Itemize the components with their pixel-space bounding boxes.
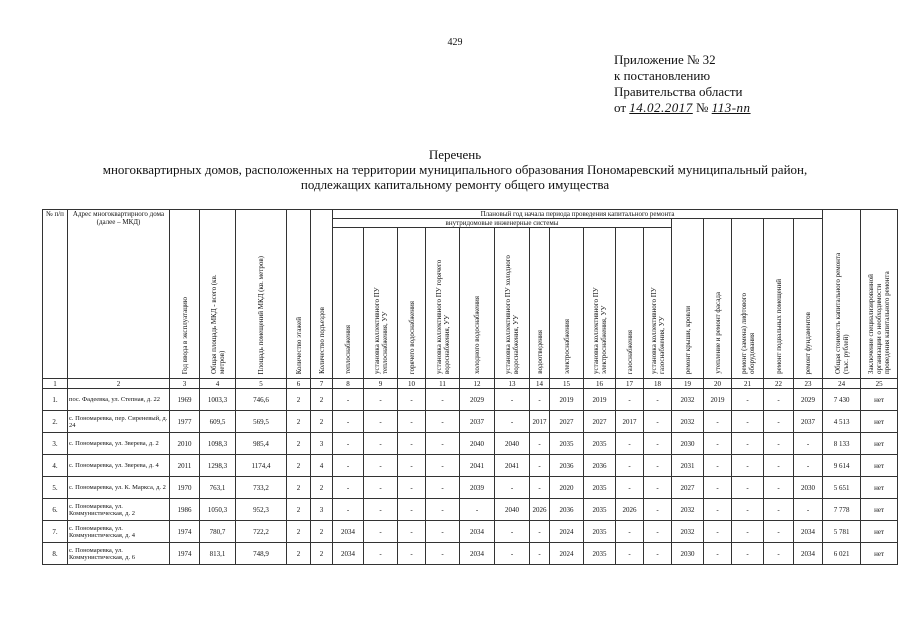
table-cell: - (333, 499, 364, 521)
table-cell: - (764, 433, 794, 455)
table-cell: - (530, 389, 550, 411)
table-cell: - (530, 521, 550, 543)
table-cell: 1970 (170, 477, 200, 499)
table-cell: 2040 (460, 433, 495, 455)
table-cell: 2036 (584, 455, 616, 477)
table-cell: 1. (43, 389, 68, 411)
table-cell: нет (861, 433, 898, 455)
table-cell: 985,4 (236, 433, 287, 455)
table-cell: 2 (311, 521, 333, 543)
address-cell: с. Пономаревка, пер. Сиреневый, д. 24 (68, 411, 170, 433)
table-cell: 2020 (550, 477, 584, 499)
table-row (43, 389, 898, 411)
table-cell: - (364, 543, 398, 565)
table-cell: - (644, 389, 672, 411)
table-cell: 1977 (170, 411, 200, 433)
table-cell: 2032 (672, 389, 704, 411)
column-number: 12 (460, 379, 495, 389)
table-cell: 3. (43, 433, 68, 455)
table-cell: 2017 (530, 411, 550, 433)
table-cell: 2026 (530, 499, 550, 521)
table-cell: 2041 (460, 455, 495, 477)
table-cell: 2032 (672, 411, 704, 433)
table-cell: 2029 (794, 389, 823, 411)
table-cell: 746,6 (236, 389, 287, 411)
table-cell: - (644, 543, 672, 565)
table-cell: 2035 (550, 433, 584, 455)
table-cell: 2 (287, 477, 311, 499)
table-cell: 2 (287, 499, 311, 521)
column-number: 25 (861, 379, 898, 389)
table-cell: - (732, 411, 764, 433)
table-cell: 8. (43, 543, 68, 565)
table-cell: 813,1 (200, 543, 236, 565)
heading-subtitle-2: подлежащих капитальному ремонту общего имущества (300, 177, 610, 192)
table-cell: 2 (287, 433, 311, 455)
table-cell: 6. (43, 499, 68, 521)
table-cell: 7 778 (823, 499, 861, 521)
table-cell: 8 133 (823, 433, 861, 455)
table-cell: 2017 (616, 411, 644, 433)
table-cell: 2036 (550, 499, 584, 521)
table-cell: - (644, 499, 672, 521)
table-cell: - (732, 433, 764, 455)
table-cell: - (704, 455, 732, 477)
address-cell: с. Пономаревка, ул. Коммунистическая, д. 4 (68, 521, 170, 543)
column-number: 6 (287, 379, 311, 389)
table-cell: 1050,3 (200, 499, 236, 521)
table-cell: - (398, 455, 426, 477)
table-cell: - (732, 499, 764, 521)
table-cell: 4. (43, 455, 68, 477)
table-cell: 2019 (550, 389, 584, 411)
column-number: 23 (794, 379, 823, 389)
header-heating-meter: установка коллективного ПУ теплоснабжения, УУ (364, 228, 398, 379)
table-cell: 2034 (460, 543, 495, 565)
table-cell: - (426, 389, 460, 411)
header-gas-meter: установка коллективного ПУ газоснабжения, УУ (644, 228, 672, 379)
table-cell: - (426, 411, 460, 433)
table-cell: 2035 (584, 543, 616, 565)
header-electricity: электроснабжения (550, 228, 584, 379)
header-roof: ремонт крыши, кровли (672, 219, 704, 379)
table-cell: 2 (287, 455, 311, 477)
table-cell: 2037 (460, 411, 495, 433)
table-cell: 1969 (170, 389, 200, 411)
header-cold-water: холодного водоснабжения (460, 228, 495, 379)
table-cell: 1986 (170, 499, 200, 521)
page-number: 429 (447, 37, 463, 48)
table-cell: 4 513 (823, 411, 861, 433)
table-cell: 2034 (794, 543, 823, 565)
table-cell: нет (861, 411, 898, 433)
table-cell: - (426, 543, 460, 565)
table-cell: - (616, 389, 644, 411)
column-number: 7 (311, 379, 333, 389)
table-body (43, 379, 898, 565)
header-year: Год ввода в эксплуатацию (170, 210, 200, 379)
table-cell: - (398, 433, 426, 455)
table-cell: 2 (311, 477, 333, 499)
table-cell: 2034 (333, 543, 364, 565)
table-cell: - (426, 433, 460, 455)
table-cell: - (398, 521, 426, 543)
address-cell: с. Пономаревка, ул. Коммунистическая, д. 6 (68, 543, 170, 565)
column-number: 17 (616, 379, 644, 389)
column-number: 11 (426, 379, 460, 389)
table-cell: 2031 (672, 455, 704, 477)
column-number-row (43, 379, 898, 389)
column-number: 22 (764, 379, 794, 389)
table-cell: 2030 (672, 433, 704, 455)
table-cell: 1298,3 (200, 455, 236, 477)
column-number: 14 (530, 379, 550, 389)
table-cell: - (764, 477, 794, 499)
table-cell: - (616, 433, 644, 455)
table-cell: - (495, 543, 530, 565)
table-cell: 2 (311, 389, 333, 411)
table-row (43, 521, 898, 543)
table-cell: 9 614 (823, 455, 861, 477)
column-number: 9 (364, 379, 398, 389)
table-cell: - (398, 477, 426, 499)
column-number: 21 (732, 379, 764, 389)
appendix-block (614, 52, 751, 116)
column-number: 20 (704, 379, 732, 389)
table-cell: 952,3 (236, 499, 287, 521)
table-cell: 733,2 (236, 477, 287, 499)
table-cell: 6 021 (823, 543, 861, 565)
table-cell: 2030 (794, 477, 823, 499)
table-cell: 2035 (584, 477, 616, 499)
table-cell: - (495, 521, 530, 543)
header-planned-year: Плановый год начала периода проведения капитального ремонта (333, 210, 823, 219)
table-cell: 5 651 (823, 477, 861, 499)
table-cell: - (704, 521, 732, 543)
column-number: 16 (584, 379, 616, 389)
table-cell: 7. (43, 521, 68, 543)
table-cell: - (364, 455, 398, 477)
table-cell: 2019 (584, 389, 616, 411)
table-cell: - (794, 455, 823, 477)
table-cell: 2034 (460, 521, 495, 543)
table-cell: 2010 (170, 433, 200, 455)
table-cell: 780,7 (200, 521, 236, 543)
appendix-title: Приложение № 32 (614, 52, 716, 67)
table-cell: - (364, 521, 398, 543)
column-number: 2 (68, 379, 170, 389)
header-hot-water: горячего водоснабжения (398, 228, 426, 379)
table-cell: 569,5 (236, 411, 287, 433)
table-cell: - (794, 433, 823, 455)
table-cell: - (530, 477, 550, 499)
heading-title: Перечень (428, 147, 482, 162)
address-cell: пос. Фадеевка, ул. Степная, д. 22 (68, 389, 170, 411)
table-cell: 2027 (672, 477, 704, 499)
resolution-date: 14.02.2017 (629, 100, 693, 115)
header-facade: утепление и ремонт фасада (704, 219, 732, 379)
appendix-date-line (614, 100, 751, 116)
table-cell: - (530, 455, 550, 477)
table-cell: 2027 (584, 411, 616, 433)
table-cell: 5. (43, 477, 68, 499)
table-cell: 3 (311, 433, 333, 455)
table-cell: 2035 (584, 521, 616, 543)
table-cell: 7 430 (823, 389, 861, 411)
table-cell: нет (861, 543, 898, 565)
table-cell: - (616, 455, 644, 477)
table-cell: - (732, 389, 764, 411)
table-cell: нет (861, 477, 898, 499)
table-row (43, 455, 898, 477)
table-cell: - (530, 433, 550, 455)
table-cell: - (644, 477, 672, 499)
table-cell: 3 (311, 499, 333, 521)
table-cell: - (426, 521, 460, 543)
table-cell: - (616, 521, 644, 543)
column-number: 8 (333, 379, 364, 389)
table-cell: - (644, 521, 672, 543)
table-row (43, 433, 898, 455)
table-cell: 2. (43, 411, 68, 433)
table-cell: - (495, 411, 530, 433)
table-cell: - (764, 521, 794, 543)
table-cell: - (426, 477, 460, 499)
table-cell: - (732, 521, 764, 543)
table-cell: 763,1 (200, 477, 236, 499)
header-total-cost: Общая стоимость капитального ремонта (тыс. рублей) (823, 210, 861, 379)
table-cell: 2037 (794, 411, 823, 433)
table-cell: 722,2 (236, 521, 287, 543)
table-cell: - (364, 389, 398, 411)
table-cell: 2011 (170, 455, 200, 477)
table-cell: - (398, 543, 426, 565)
table-cell: 2032 (672, 521, 704, 543)
table-cell: 2030 (672, 543, 704, 565)
table-cell: 2034 (333, 521, 364, 543)
table-cell: 2040 (495, 433, 530, 455)
table-cell: - (364, 499, 398, 521)
header-address: Адрес многоквартирного дома (далее – МКД) (68, 210, 170, 379)
table-cell: 1003,3 (200, 389, 236, 411)
table-cell: 2 (287, 543, 311, 565)
table-cell: - (704, 477, 732, 499)
table-row (43, 411, 898, 433)
document-heading (60, 147, 850, 192)
table-cell: - (616, 543, 644, 565)
header-drainage: водоотведения (530, 228, 550, 379)
table-cell: 2032 (672, 499, 704, 521)
address-cell: с. Пономаревка, ул. К. Маркса, д. 2 (68, 477, 170, 499)
table-cell: - (732, 455, 764, 477)
table-cell: - (364, 433, 398, 455)
table-cell: - (764, 411, 794, 433)
header-heating: теплоснабжения (333, 228, 364, 379)
table-cell: - (704, 543, 732, 565)
appendix-line-government: Правительства области (614, 84, 743, 99)
table-cell: 1974 (170, 543, 200, 565)
table-cell: - (426, 499, 460, 521)
header-internal-systems: внутридомовые инженерные системы (333, 219, 672, 228)
header-elevator: ремонт (замена) лифтового оборудования (732, 219, 764, 379)
table-cell: - (426, 455, 460, 477)
header-entrances: Количество подъездов (311, 210, 333, 379)
table-cell: - (398, 389, 426, 411)
table-cell: 2 (311, 411, 333, 433)
column-number: 24 (823, 379, 861, 389)
column-number: 13 (495, 379, 530, 389)
table-row (43, 499, 898, 521)
column-number: 3 (170, 379, 200, 389)
table-cell: - (364, 477, 398, 499)
number-label: № (696, 100, 709, 115)
table-cell: 748,9 (236, 543, 287, 565)
table-cell: 2026 (616, 499, 644, 521)
table-cell: 2035 (584, 499, 616, 521)
table-cell: - (732, 543, 764, 565)
column-number: 10 (398, 379, 426, 389)
table-cell: - (704, 499, 732, 521)
table-cell: - (495, 389, 530, 411)
table-cell: 2 (287, 389, 311, 411)
resolution-number: 113-пп (711, 100, 751, 115)
table-cell: 1174,4 (236, 455, 287, 477)
table-cell: 1098,3 (200, 433, 236, 455)
table-cell: 1974 (170, 521, 200, 543)
header-cold-water-meter: установка коллективного ПУ холодного водоснабжения, УУ (495, 228, 530, 379)
table-cell: - (460, 499, 495, 521)
table-cell: нет (861, 389, 898, 411)
table-cell: 2 (287, 521, 311, 543)
address-cell: с. Пономаревка, ул. Зверева, д. 2 (68, 433, 170, 455)
header-basement: ремонт подвальных помещений (764, 219, 794, 379)
table-cell: 2027 (550, 411, 584, 433)
table-cell: - (732, 477, 764, 499)
table-row (43, 543, 898, 565)
table-cell: - (644, 433, 672, 455)
table-cell: - (764, 543, 794, 565)
table-cell: - (398, 411, 426, 433)
table-cell: - (704, 411, 732, 433)
table-cell: - (616, 477, 644, 499)
table-cell: - (704, 433, 732, 455)
header-floors: Количество этажей (287, 210, 311, 379)
header-total-area: Общая площадь МКД - всего (кв. метров) (200, 210, 236, 379)
table-cell: - (495, 477, 530, 499)
heading-subtitle: многоквартирных домов, расположенных на территории муниципального образования Пономаревский муниципальный район, (102, 162, 808, 177)
header-foundation: ремонт фундаментов (794, 219, 823, 379)
table-cell: - (794, 499, 823, 521)
header-electricity-meter: установка коллективного ПУ электроснабжения, УУ (584, 228, 616, 379)
appendix-line-resolution: к постановлению (614, 68, 711, 83)
table-cell: - (333, 389, 364, 411)
table-cell: 2 (287, 411, 311, 433)
table-cell: - (764, 499, 794, 521)
address-cell: с. Пономаревка, ул. Коммунистическая, д. 2 (68, 499, 170, 521)
table-cell: 2 (311, 543, 333, 565)
from-label: от (614, 100, 627, 115)
table-cell: - (364, 411, 398, 433)
header-premises-area: Площадь помещений МКД (кв. метров) (236, 210, 287, 379)
header-hot-water-meter: установка коллективного ПУ горячего водоснабжения, УУ (426, 228, 460, 379)
table-cell: 4 (311, 455, 333, 477)
table-cell: 2029 (460, 389, 495, 411)
table-cell: 609,5 (200, 411, 236, 433)
column-number: 4 (200, 379, 236, 389)
table-cell: - (764, 455, 794, 477)
column-number: 5 (236, 379, 287, 389)
column-number: 19 (672, 379, 704, 389)
table-cell: 2019 (704, 389, 732, 411)
table-cell: - (333, 411, 364, 433)
table-cell: 2034 (794, 521, 823, 543)
table-cell: нет (861, 521, 898, 543)
table-row (43, 477, 898, 499)
table-cell: нет (861, 499, 898, 521)
column-number: 15 (550, 379, 584, 389)
header-conclusion: Заключение специализированной организации о необходимости проведения капитального ремонта (861, 210, 898, 379)
table-cell: - (333, 433, 364, 455)
table-cell: - (333, 477, 364, 499)
header-num: № п/п (43, 210, 68, 379)
table-cell: - (764, 389, 794, 411)
table-cell: 2024 (550, 543, 584, 565)
buildings-table (42, 209, 898, 565)
table-cell: 2040 (495, 499, 530, 521)
table-cell: 5 781 (823, 521, 861, 543)
table-cell: - (333, 455, 364, 477)
table-cell: нет (861, 455, 898, 477)
table-cell: - (644, 411, 672, 433)
table-cell: 2024 (550, 521, 584, 543)
table-cell: 2039 (460, 477, 495, 499)
column-number: 18 (644, 379, 672, 389)
address-cell: с. Пономаревка, ул. Зверева, д. 4 (68, 455, 170, 477)
header-gas: газоснабжения (616, 228, 644, 379)
table-cell: 2035 (584, 433, 616, 455)
table-cell: - (644, 455, 672, 477)
table-cell: - (398, 499, 426, 521)
column-number: 1 (43, 379, 68, 389)
table-cell: - (530, 543, 550, 565)
table-cell: 2041 (495, 455, 530, 477)
table-cell: 2036 (550, 455, 584, 477)
